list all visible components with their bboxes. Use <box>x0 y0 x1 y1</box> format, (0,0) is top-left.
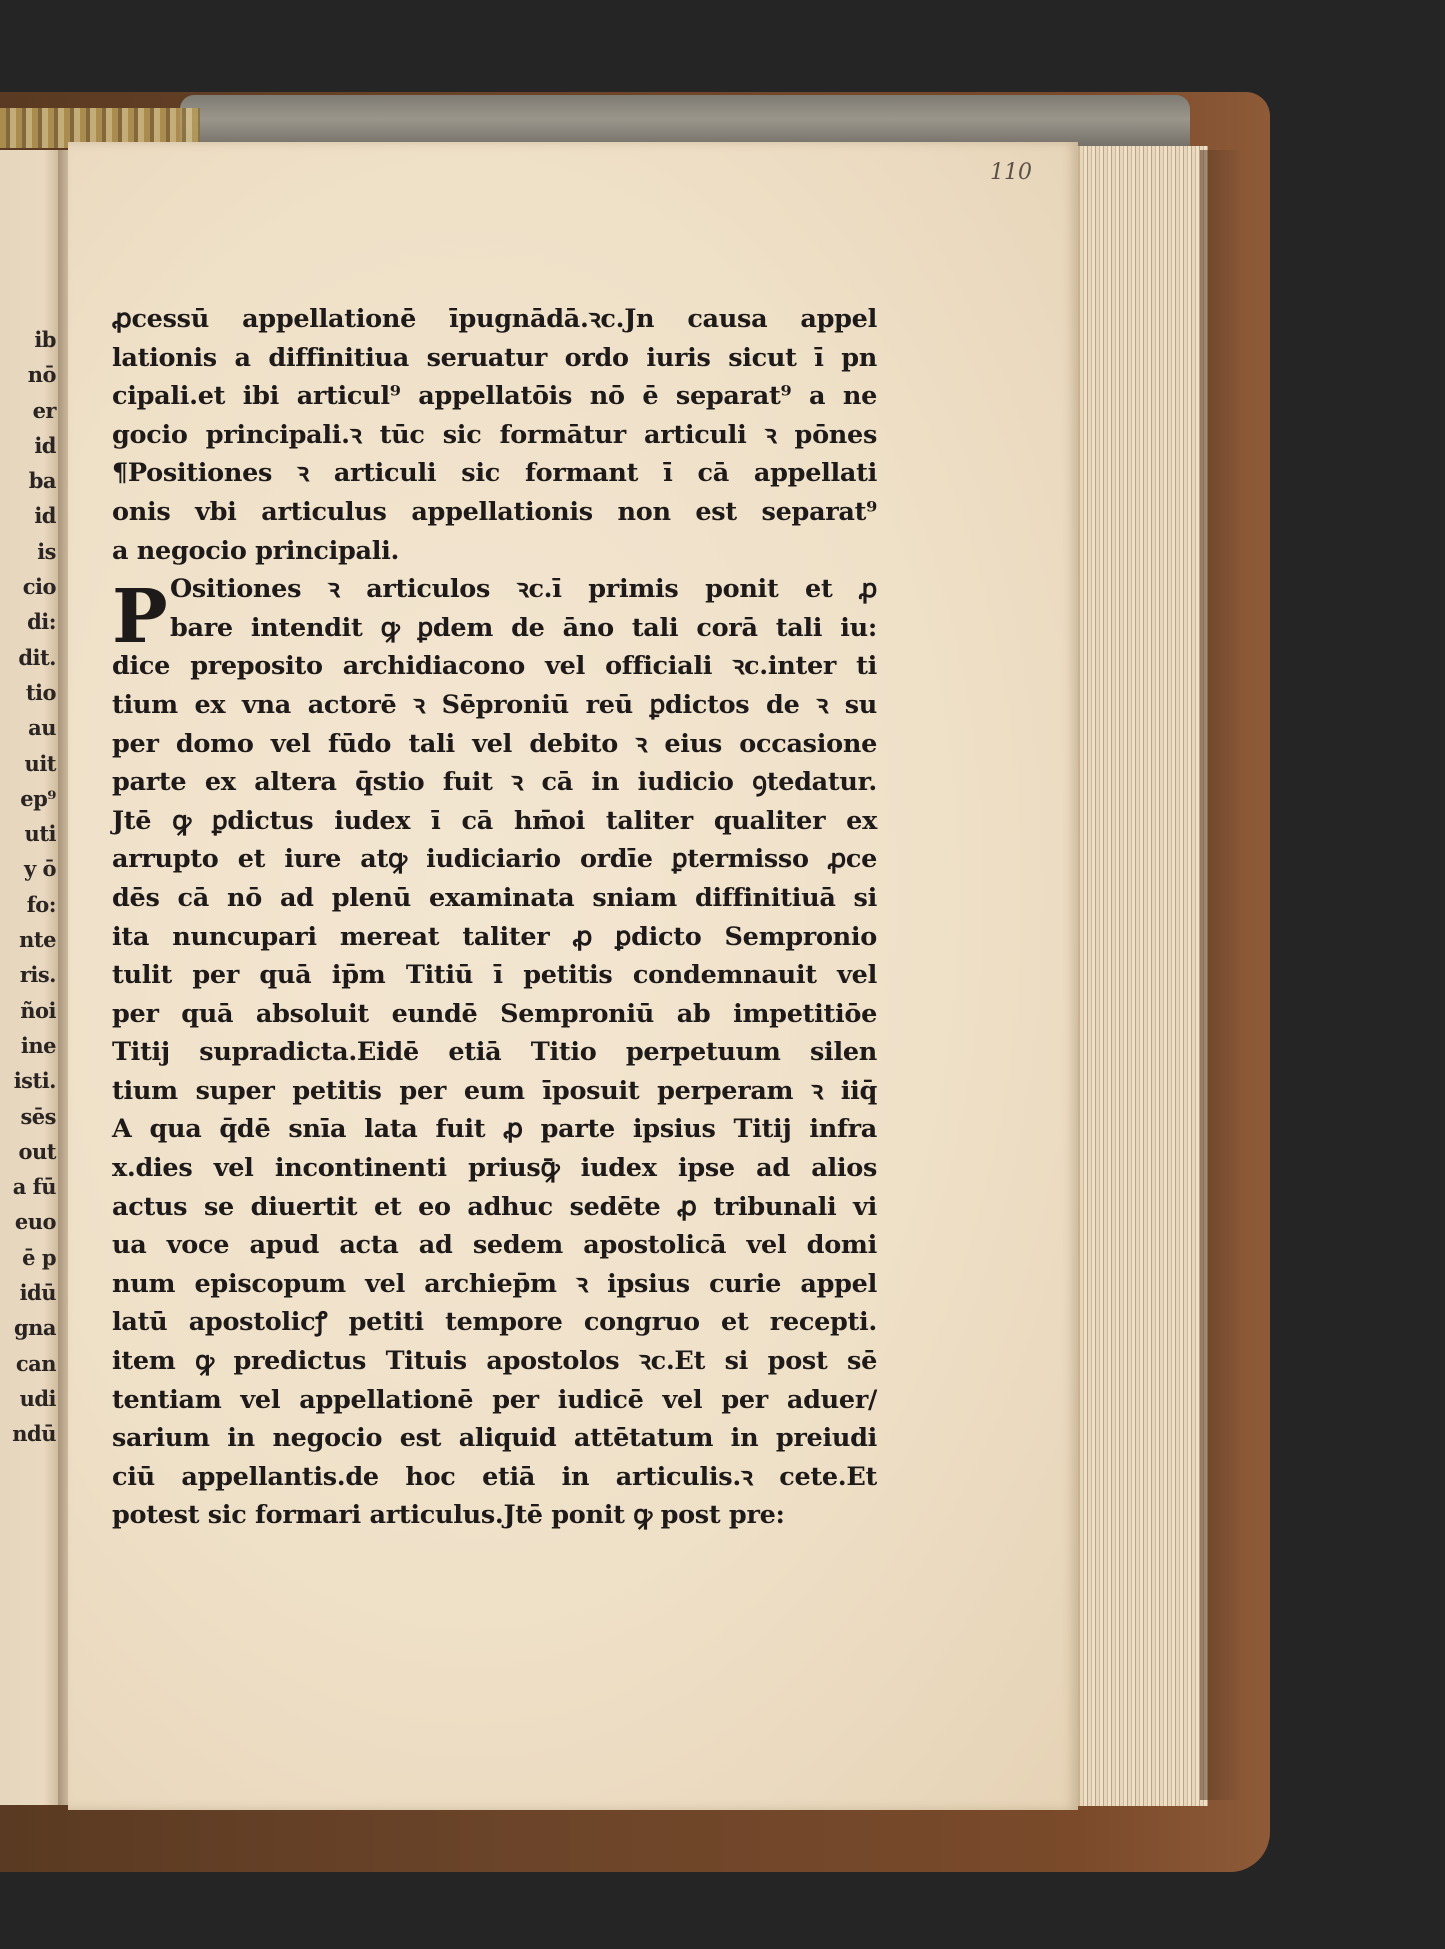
text-line: latū apostolicꝭ petiti tempore congruo et recepti. <box>112 1307 877 1338</box>
initial-letter: P <box>112 574 168 660</box>
text-line: lationis a diffinitiua seruatur ordo iuris sicut ī pn <box>112 342 877 373</box>
text-line: bare intendit ꝙ ꝑdem de āno tali corā tali iu: <box>170 612 877 643</box>
facing-page-fragment: sēs <box>20 1103 56 1129</box>
facing-page-fragment: uti <box>24 821 56 847</box>
facing-page-fragment: id <box>34 432 56 458</box>
text-line: onis vbi articulus appellationis non est separat⁹ <box>112 496 877 527</box>
text-line: tentiam vel appellationē per iudicē vel per aduer/ <box>112 1384 877 1415</box>
text-line: per quā absoluit eundē Semproniū ab impetitiōe <box>112 998 877 1029</box>
page-fore-edge <box>1078 146 1208 1806</box>
facing-page-fragment: y ō <box>23 856 56 882</box>
facing-page-fragment: ē p <box>22 1244 56 1270</box>
facing-page-fragment: ndū <box>12 1421 56 1447</box>
facing-page-fragment: out <box>18 1138 56 1164</box>
facing-page-fragment: nō <box>27 362 56 388</box>
text-line: tium super petitis per eum īposuit perperam ꝛ iiq̄ <box>112 1075 877 1106</box>
text-line: ¶Positiones ꝛ articuli sic formant ī cā appellati <box>112 458 877 489</box>
facing-page-fragment: er <box>32 397 56 423</box>
facing-page-left <box>0 150 62 1805</box>
facing-page-fragment: isti. <box>13 1068 56 1094</box>
facing-page-fragment: udi <box>19 1385 56 1411</box>
text-line: a negocio principali. <box>112 535 400 566</box>
cover-edge-shadow <box>1200 150 1240 1800</box>
text-line: arrupto et iure atꝙ iudiciario ordīe ꝑtermisso ꝓce <box>112 844 877 875</box>
facing-page-fragment: ine <box>20 1032 56 1058</box>
text-line: cipali.et ibi articul⁹ appellatōis nō ē separat⁹ a ne <box>112 381 877 412</box>
facing-page-fragment: ba <box>28 468 56 494</box>
text-line: A qua q̄dē snīa lata fuit ꝓ parte ipsius Titij infra <box>112 1114 877 1145</box>
text-line: ꝓcessū appellationē īpugnādā.ꝛc.Jn causa appel <box>112 304 877 334</box>
text-line: gocio principali.ꝛ tūc sic formātur articuli ꝛ pōnes <box>112 419 877 450</box>
facing-page-fragment: gna <box>13 1315 56 1341</box>
text-line: ua voce apud acta ad sedem apostolicā vel domi <box>112 1230 877 1261</box>
facing-page-fragment: a fū <box>12 1174 56 1200</box>
facing-page-fragment: ris. <box>19 962 56 988</box>
folio-number: 110 <box>990 160 1032 185</box>
facing-page-fragment: id <box>34 503 56 529</box>
text-line: ita nuncupari mereat taliter ꝓ ꝑdicto Sempronio <box>112 921 877 952</box>
text-line: Jtē ꝙ ꝑdictus iudex ī cā hm̄oi taliter qualiter ex <box>112 805 877 836</box>
text-line: dice preposito archidiacono vel officiali ꝛc.inter ti <box>112 651 877 682</box>
text-block <box>112 300 877 1535</box>
facing-page-fragment: is <box>37 538 56 564</box>
text-line: ciū appellantis.de hoc etiā in articulis.ꝛ cete.Et <box>112 1461 877 1492</box>
text-line: Ositiones ꝛ articulos ꝛc.ī primis ponit et ꝓ <box>170 574 877 605</box>
text-line: potest sic formari articulus.Jtē ponit ꝙ post pre: <box>112 1500 785 1531</box>
text-line: x.dies vel incontinenti priusꝙ̄ iudex ipse ad alios <box>112 1153 877 1184</box>
facing-page-fragment: tio <box>25 679 56 705</box>
text-line: per domo vel fūdo tali vel debito ꝛ eius occasione <box>112 728 877 759</box>
facing-page-fragment: idū <box>19 1280 56 1306</box>
text-line: item ꝙ predictus Tituis apostolos ꝛc.Et si post sē <box>112 1346 877 1377</box>
facing-page-text <box>12 322 56 1452</box>
text-line: tium ex vna actorē ꝛ Sēproniū reū ꝑdictos de ꝛ su <box>112 689 877 720</box>
text-line: sarium in negocio est aliquid attētatum in preiudi <box>112 1423 877 1454</box>
facing-page-fragment: cio <box>22 574 56 600</box>
facing-page-fragment: au <box>28 715 56 741</box>
text-line: parte ex altera q̄stio fuit ꝛ cā in iudicio ꝯtedatur. <box>112 767 877 798</box>
facing-page-fragment: euo <box>14 1209 56 1235</box>
facing-page-fragment: uit <box>24 750 56 776</box>
text-line: tulit per quā ip̄m Titiū ī petitis condemnauit vel <box>112 960 877 991</box>
facing-page-fragment: dit. <box>18 644 56 670</box>
text-line: num episcopum vel archiep̄m ꝛ ipsius curie appel <box>112 1268 877 1299</box>
text-line: dēs cā nō ad plenū examinata sniam diffinitiuā si <box>112 882 877 913</box>
facing-page-fragment: nte <box>19 927 56 953</box>
facing-page-fragment: ñoi <box>20 997 56 1023</box>
facing-page-fragment: can <box>15 1350 56 1376</box>
facing-page-fragment: ib <box>34 327 56 352</box>
text-line: Titij supradicta.Eidē etiā Titio perpetuum silen <box>112 1037 877 1068</box>
facing-page-fragment: di: <box>27 609 56 635</box>
facing-page-fragment: ep⁹ <box>20 785 56 811</box>
facing-page-fragment: fo: <box>26 891 56 917</box>
text-line: actus se diuertit et eo adhuc sedēte ꝓ tribunali vi <box>112 1191 877 1222</box>
